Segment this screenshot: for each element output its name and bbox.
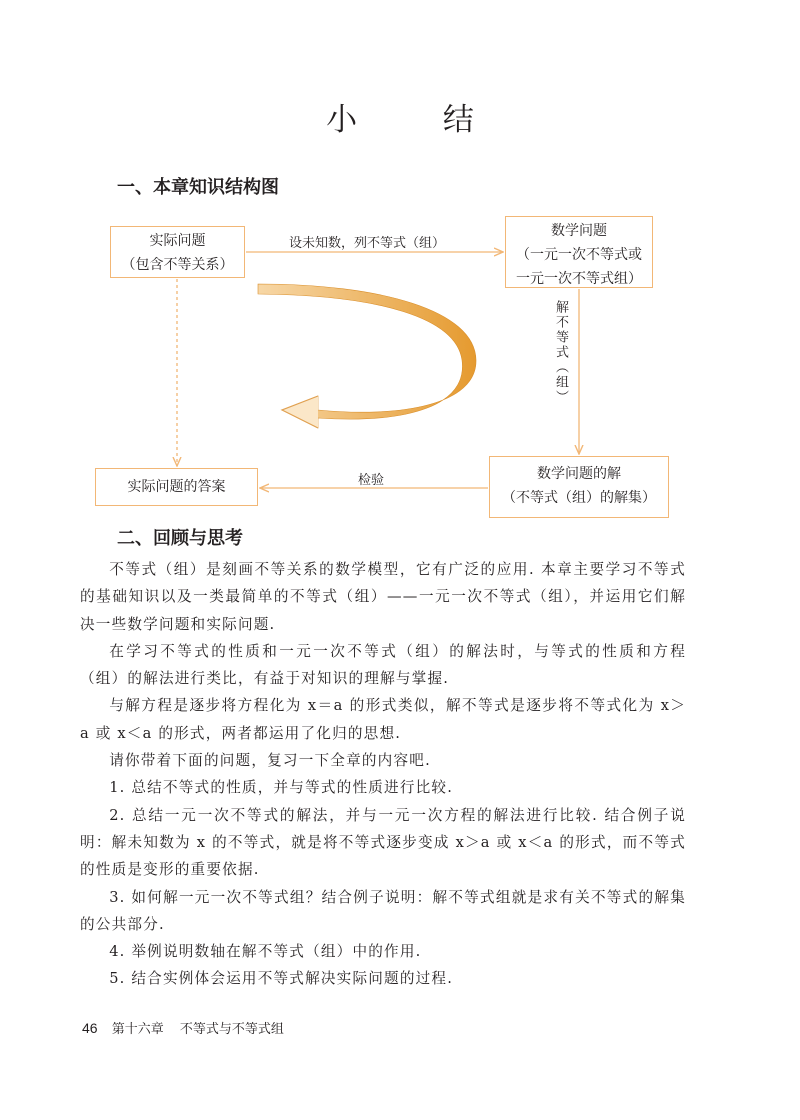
- paragraph: 在学习不等式的性质和一元一次不等式（组）的解法时，与等式的性质和方程（组）的解法进行类比，有益于对知识的理解与掌握.: [80, 642, 686, 688]
- box-math-solution: [489, 456, 669, 518]
- label-check: 检验: [358, 473, 385, 488]
- label-solve: 解不等式（组）: [553, 300, 568, 405]
- label-set-unknown: 设未知数，列不等式（组）: [289, 236, 446, 251]
- chapter-title: 不等式与不等式组: [179, 1022, 284, 1037]
- question-item: 4. 举例说明数轴在解不等式（组）中的作用.: [109, 943, 422, 961]
- question-item: 2. 总结一元一次不等式的解法，并与一元一次方程的解法进行比较. 结合例子说明：解未知数为 x 的不等式，就是将不等式逐步变成 x＞a 或 x＜a 的形式，而不等式的性质是变形的重要依据.: [80, 806, 686, 879]
- knowledge-structure-diagram: [0, 0, 800, 540]
- box-line: （不等式（组）的解集）: [502, 490, 656, 506]
- box-line: 数学问题的解: [537, 466, 621, 482]
- question-item: 5. 结合实例体会运用不等式解决实际问题的过程.: [109, 970, 454, 988]
- review-body: [80, 556, 686, 993]
- box-actual-problem: [110, 226, 245, 278]
- page-footer: [82, 1019, 284, 1039]
- curved-arrow-icon: [258, 284, 476, 428]
- question-item: 1. 总结不等式的性质，并与等式的性质进行比较.: [109, 779, 454, 797]
- box-math-problem: [505, 216, 653, 288]
- section-heading-review: 二、回顾与思考: [117, 528, 243, 549]
- chapter-label: 第十六章: [111, 1022, 164, 1037]
- paragraph: 请你带着下面的问题，复习一下全章的内容吧.: [109, 752, 431, 770]
- paragraph: 不等式（组）是刻画不等关系的数学模型，它有广泛的应用. 本章主要学习不等式的基础知识以及一类最简单的不等式（组）——一元一次不等式（组），并运用它们解决一些数学问题和实际问题.: [80, 561, 686, 633]
- box-line: （一元一次不等式或: [516, 247, 642, 263]
- box-line: 数学问题: [551, 223, 607, 239]
- box-line: 实际问题: [149, 233, 206, 249]
- section-heading-structure: 一、本章知识结构图: [117, 177, 279, 198]
- box-line: 实际问题的答案: [127, 479, 226, 495]
- box-line: 一元一次不等式组）: [516, 271, 642, 287]
- page-title: 小 结: [326, 102, 512, 138]
- page-number: 46: [82, 1020, 98, 1036]
- question-item: 3. 如何解一元一次不等式组？结合例子说明：解不等式组就是求有关不等式的解集的公共部分.: [80, 888, 686, 933]
- paragraph: 与解方程是逐步将方程化为 x＝a 的形式类似，解不等式是逐步将不等式化为 x＞a 或 x＜a 的形式，两者都运用了化归的思想.: [80, 697, 686, 742]
- box-line: （包含不等关系）: [121, 257, 234, 273]
- box-actual-answer: [95, 468, 258, 506]
